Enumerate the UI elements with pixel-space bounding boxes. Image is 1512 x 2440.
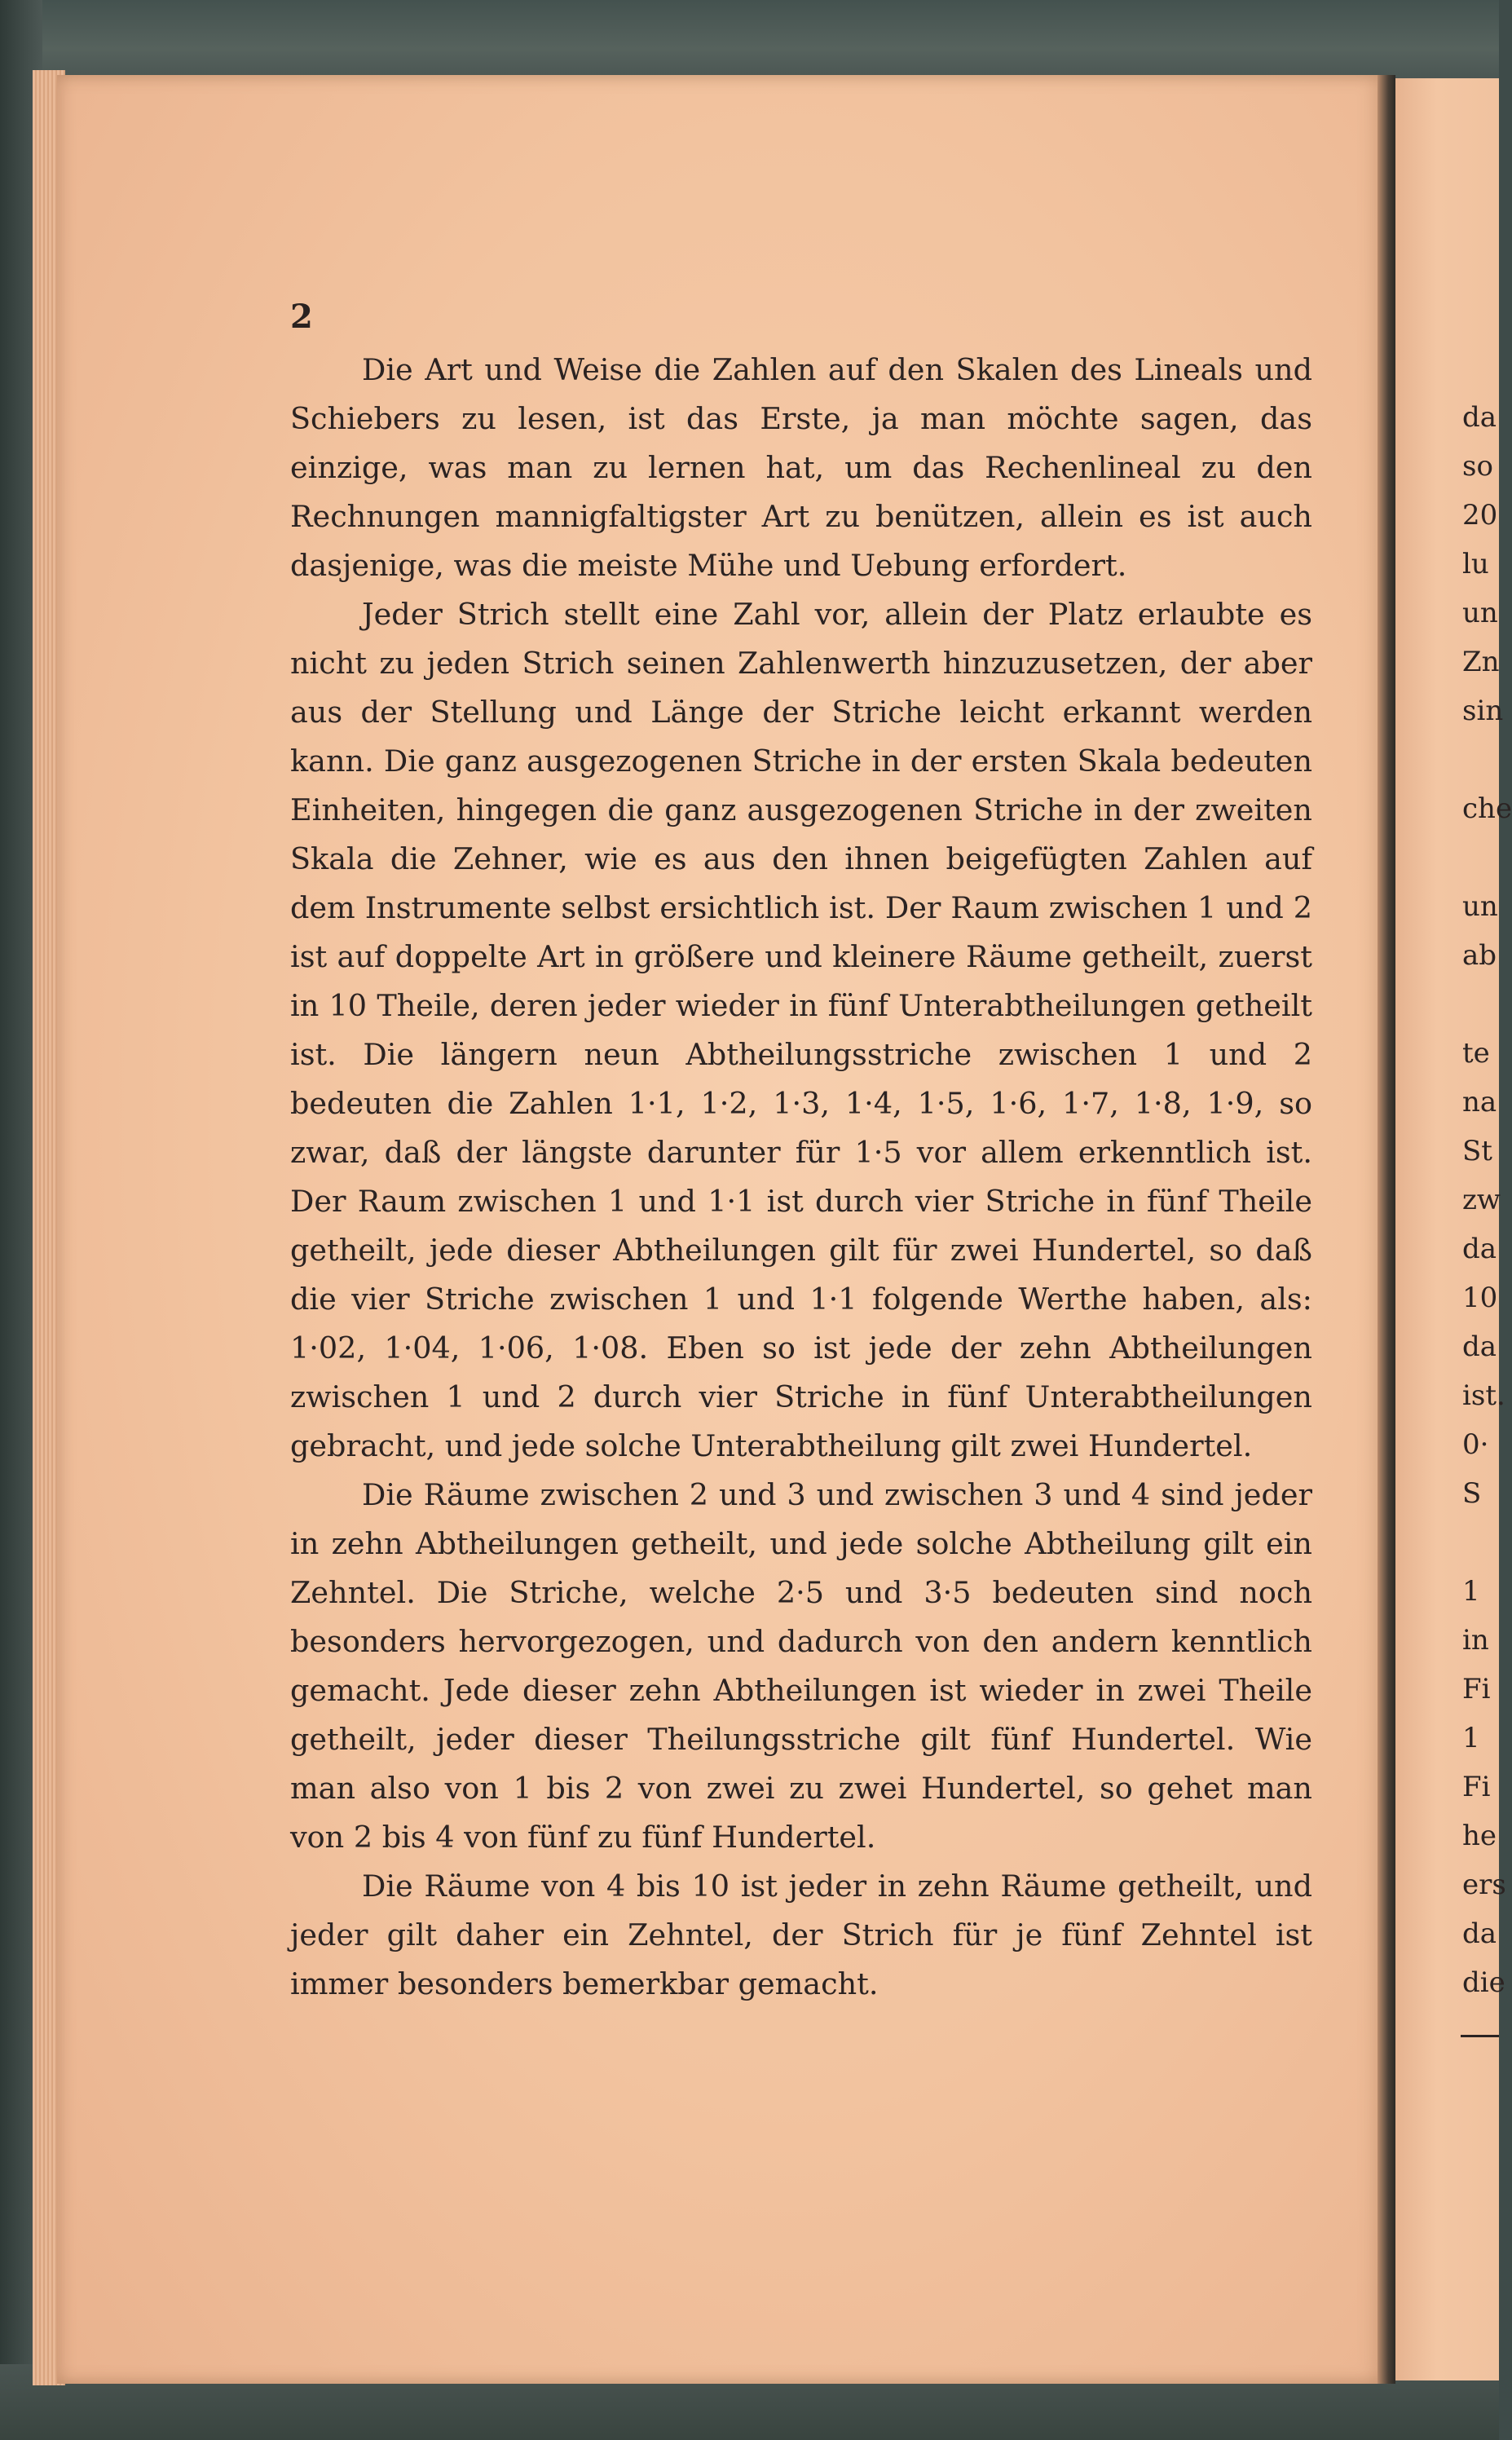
fragment: die <box>1462 1966 1505 1999</box>
fragment: Zn <box>1462 646 1500 678</box>
paragraph-2: Jeder Strich stellt eine Zahl vor, allein der Platz erlaubte es nicht zu jeden Strich seinen Zahlenwerth hinzuzusetzen, der aber aus der Stellung und Länge der Striche leicht erkannt werden kann. Die ganz ausgezogenen Striche in der ersten Skala bedeuten Einheiten, hingegen die ganz ausgezogenen Striche in der zweiten Skala die Zehner, wie es aus den ihnen beigefügten Zahlen auf dem Instrumente selbst ersichtlich ist. Der Raum zwischen 1 und 2 ist auf doppelte Art in größere und kleinere Räume getheilt, zuerst in 10 Theile, deren jeder wieder in fünf Unterabtheilungen getheilt ist. Die längern neun Abtheilungsstriche zwischen 1 und 2 bedeuten die Zahlen 1·1, 1·2, 1·3, 1·4, 1·5, 1·6, 1·7, 1·8, 1·9, so zwar, daß der längste darunter für 1·5 vor allem erkenntlich ist. Der Raum zwischen 1 und 1·1 ist durch vier Striche in fünf Theile getheilt, jede dieser Abtheilungen gilt für zwei Hundertel, so daß die vier Striche zwischen 1 und 1·1 folgende Werthe haben, als: 1·02, 1·04, 1·06, 1·08. Eben so ist jede der zehn Abtheilungen zwischen 1 und 2 durch vier Striche in fünf Unterabtheilungen gebracht, und jede solche Unterabtheilung gilt zwei Hundertel. <box>290 597 1312 1463</box>
paragraph-1: Die Art und Weise die Zahlen auf den Skalen des Lineals und Schiebers zu lesen, ist das Erste, ja man möchte sagen, das einzige, was man zu lernen hat, um das Rechenlineal zu den Rechnungen mannigfaltigster Art zu benützen, allein es ist auch dasjenige, was die meiste Mühe und Uebung erfordert. <box>290 352 1312 583</box>
fragment: zw <box>1462 1184 1501 1216</box>
book-gutter <box>1378 75 1395 2384</box>
fragment: in <box>1462 1624 1489 1657</box>
body-text <box>290 346 1312 2009</box>
fragment: 1 <box>1462 1575 1480 1608</box>
fragment: te <box>1462 1037 1490 1070</box>
fragment: sin <box>1462 695 1504 727</box>
fragment: da <box>1462 1917 1497 1950</box>
fragment: da <box>1462 1233 1497 1265</box>
fragment: 20 <box>1462 499 1498 532</box>
fragment: da <box>1462 1330 1497 1363</box>
fragment: lu <box>1462 548 1489 580</box>
fragment: St <box>1462 1135 1492 1167</box>
fragment: un <box>1462 890 1498 923</box>
fragment: 0· <box>1462 1428 1489 1461</box>
fragment: ab <box>1462 939 1497 972</box>
fragment: 10 <box>1462 1282 1498 1314</box>
fragment: un <box>1462 597 1498 629</box>
fragment: che <box>1462 792 1512 825</box>
right-page-text-fragments <box>1462 0 1512 2440</box>
fragment: Fi <box>1462 1771 1491 1803</box>
right-page-dash <box>1461 2035 1499 2037</box>
fragment: so <box>1462 450 1493 483</box>
fragment: ist. <box>1462 1379 1505 1412</box>
cover-board-top <box>0 0 1499 82</box>
page-number: 2 <box>290 298 313 336</box>
fragment: na <box>1462 1086 1497 1119</box>
fragment: he <box>1462 1820 1497 1852</box>
paragraph-4: Die Räume von 4 bis 10 ist jeder in zehn Räume getheilt, und jeder gilt daher ein Zehntel, der Strich für je fünf Zehntel ist immer besonders bemerkbar gemacht. <box>290 1869 1312 2001</box>
fragment: 1 <box>1462 1722 1480 1754</box>
fragment: Fi <box>1462 1673 1491 1705</box>
paragraph-3: Die Räume zwischen 2 und 3 und zwischen 3 und 4 sind jeder in zehn Abtheilungen getheilt, und jede solche Abtheilung gilt ein Zehntel. Die Striche, welche 2·5 und 3·5 bedeuten sind noch besonders hervorgezogen, und dadurch von den andern kenntlich gemacht. Jede dieser zehn Abtheilungen ist wieder in zwei Theile getheilt, jeder dieser Theilungsstriche gilt fünf Hundertel. Wie man also von 1 bis 2 von zwei zu zwei Hundertel, so gehet man von 2 bis 4 von fünf zu fünf Hundertel. <box>290 1477 1312 1855</box>
fragment: da <box>1462 401 1497 434</box>
fragment: ers <box>1462 1869 1506 1901</box>
fragment: S <box>1462 1477 1482 1510</box>
